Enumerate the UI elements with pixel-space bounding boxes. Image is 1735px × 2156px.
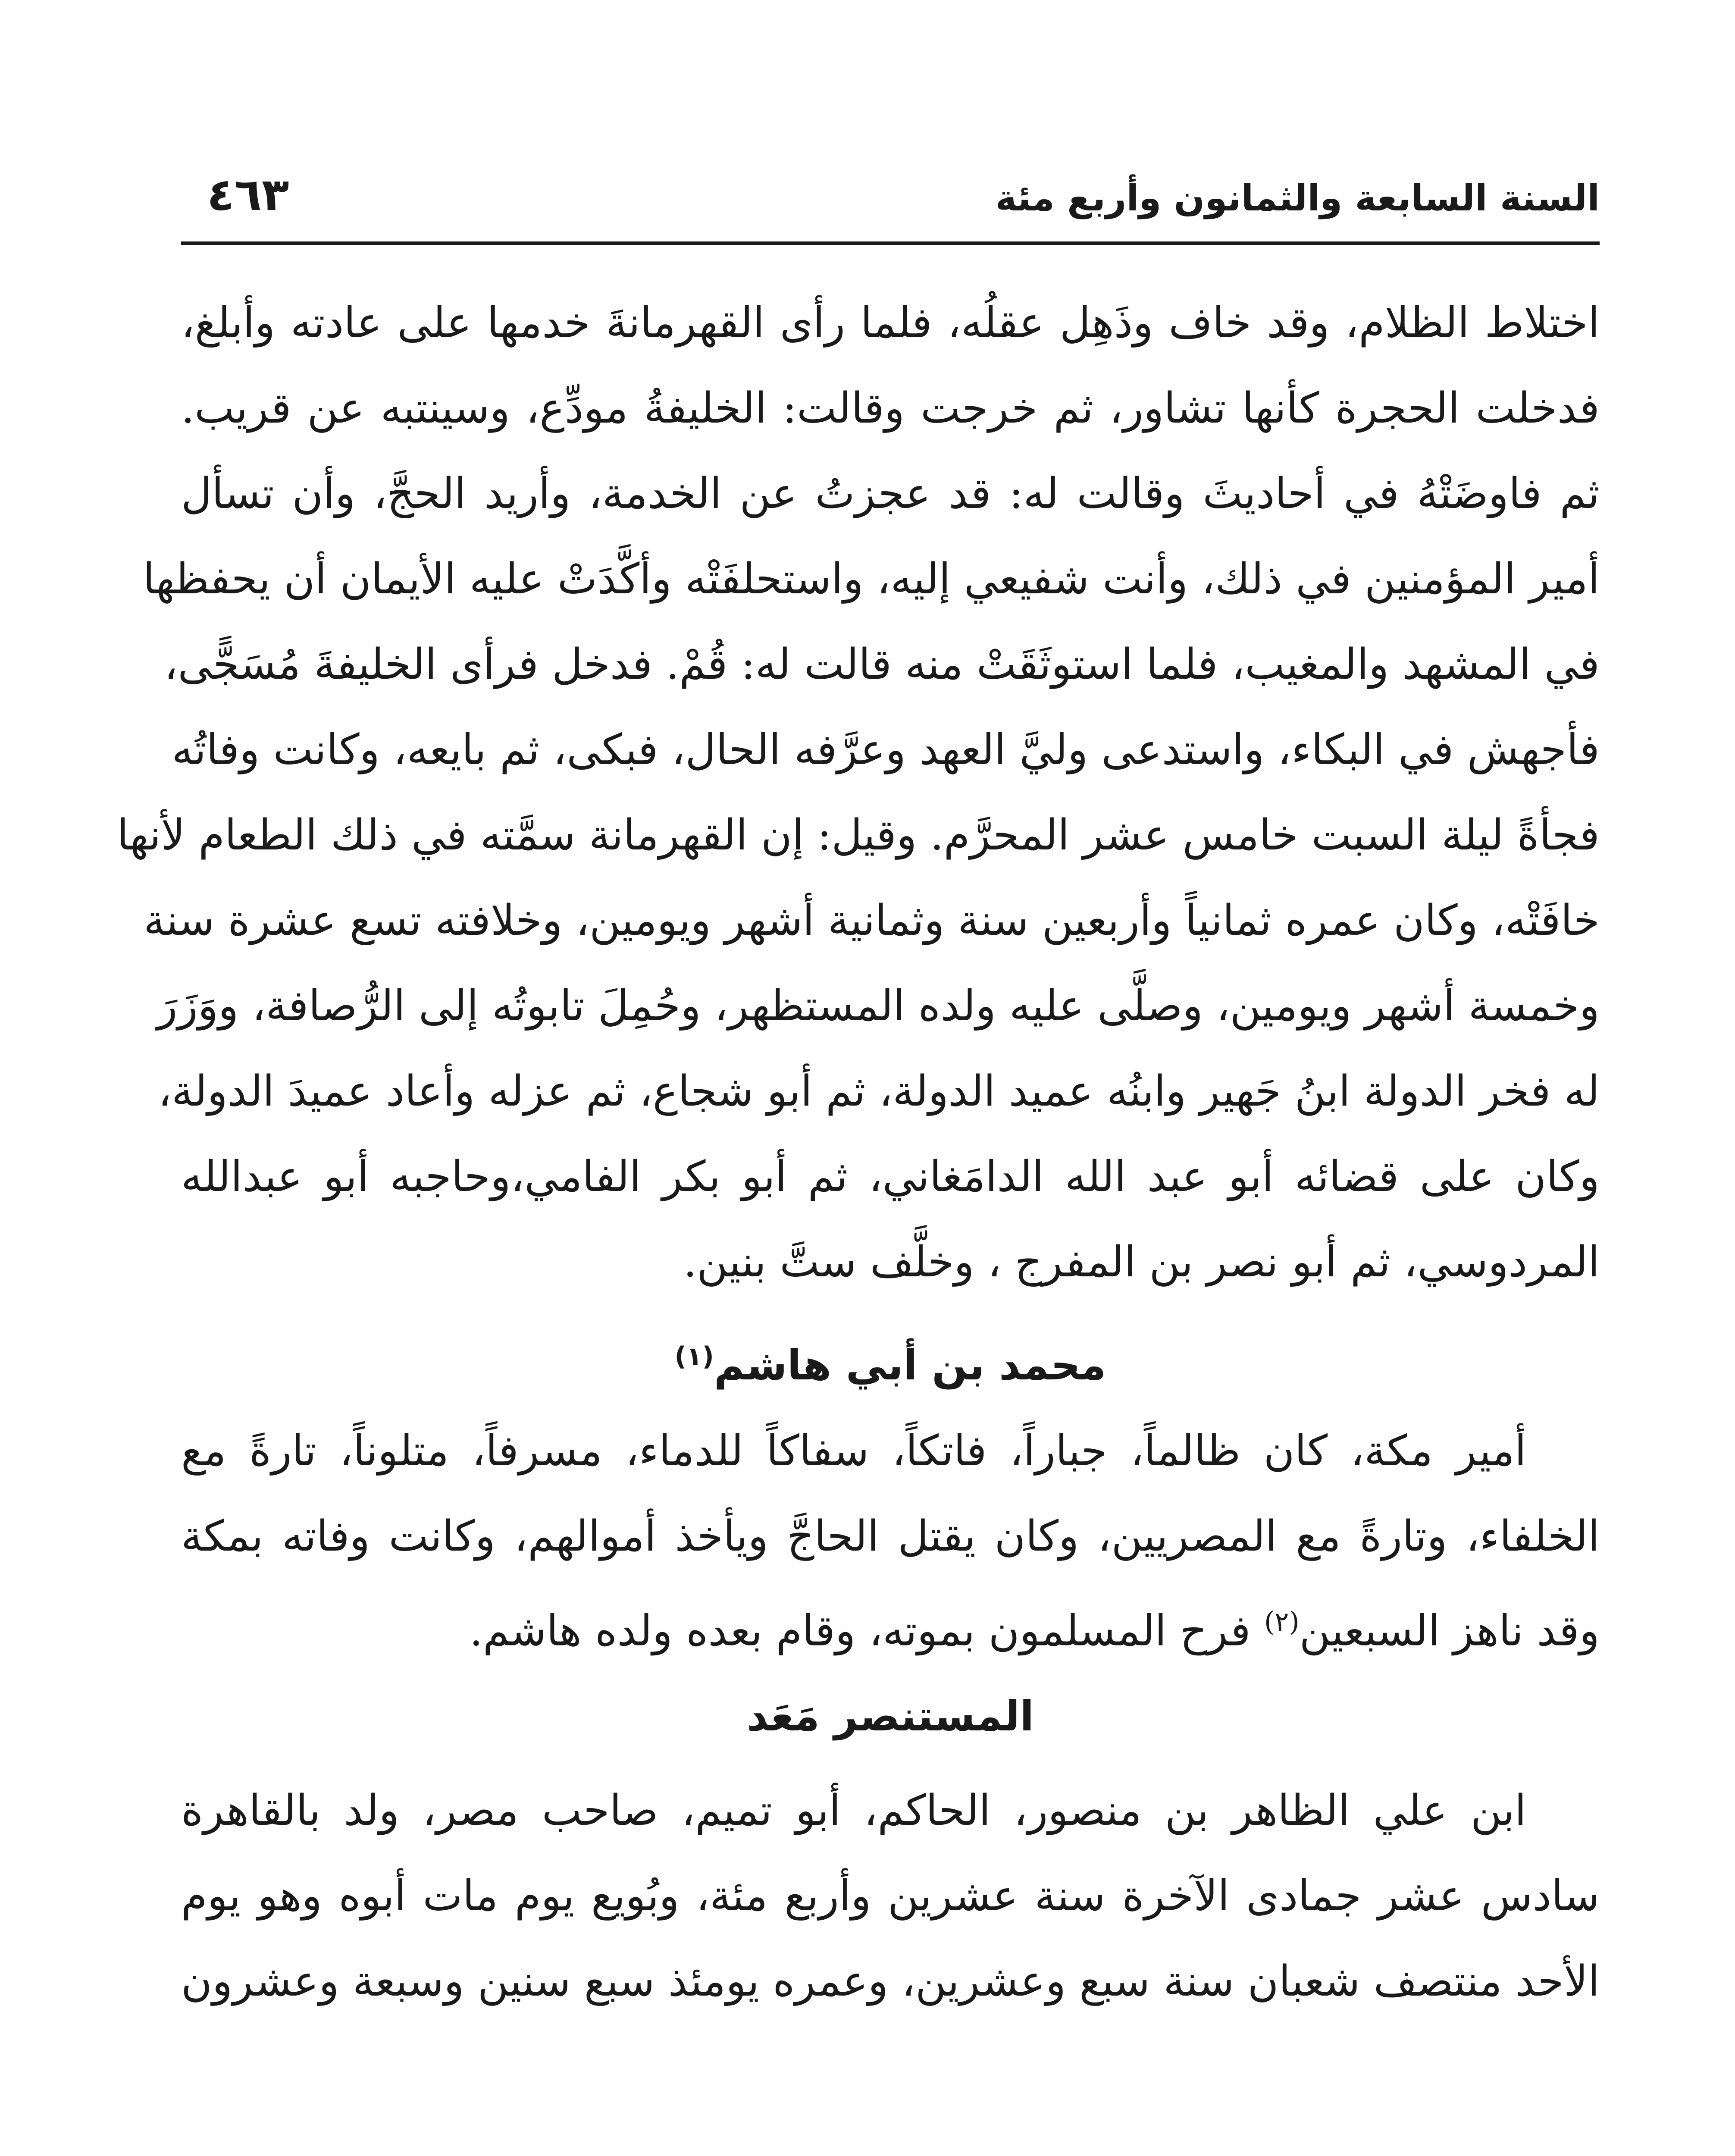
- text-line: في المشهد والمغيب، فلما استوثَقَتْ منه قالت له: قُمْ. فدخل فرأى الخليفةَ مُسَجًّى،: [164, 640, 1600, 689]
- text-line: اختلاط الظلام، وقد خاف وذَهِل عقلُه، فلما رأى القهرمانةَ خدمها على عادته وأبلغ،: [181, 298, 1600, 348]
- text-line: أمير مكة، كان ظالماً، جباراً، فاتكاً، سفاكاً للدماء، مسرفاً، متلوناً، تارةً مع: [181, 1426, 1526, 1476]
- page-number: ٤٦٣: [207, 168, 289, 221]
- text-line: فدخلت الحجرة كأنها تشاور، ثم خرجت وقالت: الخليفةُ مودِّع، وسينتبه عن قريب.: [181, 384, 1600, 433]
- text-line: له فخر الدولة ابنُ جَهير وابنُه عميد الدولة، ثم أبو شجاع، ثم عزله وأعاد عميدَ الدولة،: [158, 1067, 1600, 1116]
- text-fragment: وقد ناهز السبعين: [1299, 1606, 1600, 1656]
- text-line: وخمسة أشهر ويومين، وصلَّى عليه ولده المستظهر، وحُمِلَ تابوتُه إلى الرُّصافة، ووَزَرَ: [157, 981, 1600, 1031]
- running-title: السنة السابعة والثمانون وأربع مئة: [995, 177, 1600, 219]
- text-line: [181, 1579, 1600, 1664]
- text-line: أمير المؤمنين في ذلك، وأنت شفيعي إليه، واستحلفَتْه وأكَّدَتْ عليه الأيمان أن يحفظها: [143, 555, 1600, 604]
- text-line: فجأةً ليلة السبت خامس عشر المحرَّم. وقيل: إن القهرمانة سمَّته في ذلك الطعام لأنها: [117, 811, 1600, 860]
- text-line: الخلفاء، وتارةً مع المصريين، وكان يقتل الحاجَّ ويأخذ أموالهم، وكانت وفاته بمكة: [181, 1512, 1600, 1561]
- section-heading: [181, 1664, 1600, 1768]
- section-title: محمد بن أبي هاشم: [714, 1341, 1106, 1389]
- footnote-marker: (٢): [1264, 1606, 1300, 1637]
- footnote-marker: (١): [674, 1341, 714, 1372]
- text-line: ابن علي الظاهر بن منصور، الحاكم، أبو تميم، صاحب مصر، ولد بالقاهرة: [181, 1786, 1526, 1835]
- section-heading: [181, 1305, 1600, 1408]
- text-line: الأحد منتصف شعبان سنة سبع وعشرين، وعمره يومئذ سبع سنين وسبعة وعشرون: [181, 1957, 1600, 2006]
- section-title: المستنصر مَعَد: [746, 1692, 1034, 1740]
- text-line: خافَتْه، وكان عمره ثمانياً وأربعين سنة وثمانية أشهر ويومين، وخلافته تسع عشرة سنة: [144, 896, 1600, 945]
- text-line: سادس عشر جمادى الآخرة سنة عشرين وأربع مئة، وبُويع يوم مات أبوه وهو يوم: [181, 1871, 1600, 1921]
- text-line: ثم فاوضَتْهُ في أحاديثَ وقالت له: قد عجزتُ عن الخدمة، وأريد الحجَّ، وأن تسأل: [181, 469, 1600, 518]
- main-text: [117, 280, 1600, 2024]
- text-line: المردوسي، ثم أبو نصر بن المفرج ، وخلَّف ستَّ بنين.: [683, 1238, 1600, 1287]
- text-line: وكان على قضائه أبو عبد الله الدامَغاني، ثم أبو بكر الفامي،وحاجبه أبو عبدالله: [181, 1152, 1600, 1201]
- page-header: [181, 160, 1600, 245]
- text-fragment: فرح المسلمون بموته، وقام بعده ولده هاشم.: [469, 1606, 1264, 1656]
- text-line: فأجهش في البكاء، واستدعى وليَّ العهد وعرَّفه الحال، فبكى، ثم بايعه، وكانت وفاتُه: [172, 725, 1600, 774]
